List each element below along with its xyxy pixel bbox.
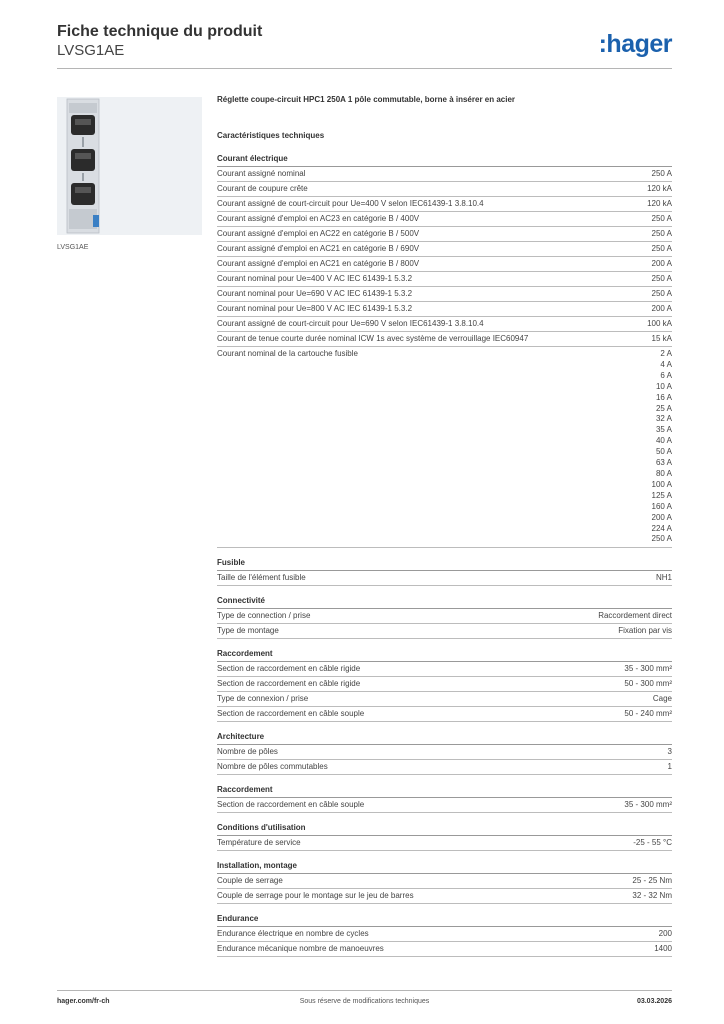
- spec-label: Endurance électrique en nombre de cycles: [217, 929, 369, 939]
- spec-label: Courant assigné d'emploi en AC21 en catégorie B / 690V: [217, 244, 420, 253]
- spec-value: 250 A: [651, 244, 672, 253]
- spec-label: Nombre de pôles: [217, 747, 278, 757]
- spec-label: Courant nominal de la cartouche fusible: [217, 349, 358, 358]
- spec-label: Température de service: [217, 838, 301, 848]
- spec-row: [217, 332, 672, 347]
- spec-value-item: 35 A: [655, 425, 672, 435]
- spec-value: 1: [667, 762, 672, 772]
- spec-row: [217, 927, 672, 942]
- spec-value: 25 - 25 Nm: [632, 876, 672, 886]
- spec-value-item: 32 A: [655, 414, 672, 424]
- section-title: Endurance: [217, 914, 672, 927]
- spec-label: Type de connexion / prise: [217, 694, 309, 704]
- spec-value: 35 - 300 mm²: [624, 800, 672, 810]
- spec-value-item: 250 A: [651, 534, 672, 544]
- spec-section: [217, 785, 672, 813]
- spec-value: 200 A: [651, 304, 672, 313]
- spec-label: Couple de serrage: [217, 876, 283, 886]
- spec-value-item: 80 A: [655, 468, 672, 478]
- spec-label: Courant assigné d'emploi en AC22 en catégorie B / 500V: [217, 229, 420, 238]
- spec-value-item: 160 A: [651, 501, 672, 511]
- page-header: [57, 22, 262, 60]
- section-title: Courant électrique: [217, 154, 672, 167]
- spec-label: Courant nominal pour Ue=400 V AC IEC 61439-1 5.3.2: [217, 274, 413, 283]
- spec-row: [217, 942, 672, 957]
- spec-section: [217, 154, 672, 548]
- spec-label: Nombre de pôles commutables: [217, 762, 328, 772]
- spec-row: [217, 571, 672, 586]
- hager-logo: :hager: [598, 30, 672, 58]
- spec-label: Section de raccordement en câble souple: [217, 709, 365, 719]
- spec-label: Courant assigné de court-circuit pour Ue=400 V selon IEC61439-1 3.8.10.4: [217, 199, 484, 208]
- spec-value: 200: [658, 929, 672, 939]
- section-title: Fusible: [217, 558, 672, 571]
- spec-row: [217, 347, 672, 548]
- spec-label: Courant de coupure crête: [217, 184, 308, 193]
- header-divider: [57, 68, 672, 69]
- spec-sections: [217, 154, 672, 957]
- section-title: Raccordement: [217, 785, 672, 798]
- spec-row: [217, 302, 672, 317]
- spec-value: Fixation par vis: [618, 626, 672, 636]
- spec-row: [217, 609, 672, 624]
- fuse-switch-illustration: [57, 97, 202, 235]
- spec-label: Section de raccordement en câble rigide: [217, 679, 361, 689]
- spec-value: NH1: [655, 573, 672, 583]
- spec-value-item: 200 A: [651, 512, 672, 522]
- spec-row: [217, 227, 672, 242]
- product-image-caption: LVSG1AE: [57, 244, 89, 251]
- spec-value-item: 50 A: [655, 447, 672, 457]
- spec-row: [217, 257, 672, 272]
- spec-row: [217, 745, 672, 760]
- spec-value: 200 A: [651, 259, 672, 268]
- spec-label: Couple de serrage pour le montage sur le jeu de barres: [217, 891, 414, 901]
- spec-value: 3: [667, 747, 672, 757]
- spec-row: [217, 798, 672, 813]
- spec-label: Courant assigné nominal: [217, 169, 306, 178]
- spec-value: 50 - 240 mm²: [624, 709, 672, 719]
- footer-divider: [57, 990, 672, 991]
- spec-row: [217, 182, 672, 197]
- spec-row: [217, 874, 672, 889]
- spec-value-item: 100 A: [651, 479, 672, 489]
- spec-row: [217, 836, 672, 851]
- spec-value-item: 2 A: [660, 349, 672, 358]
- spec-section: [217, 823, 672, 851]
- spec-value: 250 A: [651, 229, 672, 238]
- spec-label: Courant nominal pour Ue=800 V AC IEC 61439-1 5.3.2: [217, 304, 413, 313]
- spec-label: Type de montage: [217, 626, 279, 636]
- spec-row: [217, 662, 672, 677]
- section-title: Raccordement: [217, 649, 672, 662]
- spec-value: 50 - 300 mm²: [624, 679, 672, 689]
- spec-label: Section de raccordement en câble souple: [217, 800, 365, 810]
- spec-label: Type de connection / prise: [217, 611, 311, 621]
- spec-value-item: 25 A: [655, 403, 672, 413]
- spec-label: Courant nominal pour Ue=690 V AC IEC 61439-1 5.3.2: [217, 289, 413, 298]
- spec-value: -25 - 55 °C: [633, 838, 672, 848]
- footer-website[interactable]: hager.com/fr-ch: [57, 998, 110, 1005]
- spec-value-item: 40 A: [655, 436, 672, 446]
- spec-row: [217, 197, 672, 212]
- section-title: Connectivité: [217, 596, 672, 609]
- spec-value: [652, 349, 672, 545]
- spec-label: Section de raccordement en câble rigide: [217, 664, 361, 674]
- product-content: [217, 95, 672, 967]
- product-description: Réglette coupe-circuit HPC1 250A 1 pôle commutable, borne à insérer en acier: [217, 95, 516, 104]
- spec-value: 250 A: [651, 214, 672, 223]
- spec-label: Taille de l'élément fusible: [217, 573, 306, 583]
- spec-value: 250 A: [651, 169, 672, 178]
- spec-row: [217, 707, 672, 722]
- spec-value: Raccordement direct: [598, 611, 672, 621]
- spec-row: [217, 272, 672, 287]
- spec-value-item: 4 A: [660, 359, 672, 369]
- product-image: [57, 97, 202, 235]
- spec-row: [217, 212, 672, 227]
- section-title: Architecture: [217, 732, 672, 745]
- spec-row: [217, 287, 672, 302]
- spec-value: 32 - 32 Nm: [632, 891, 672, 901]
- spec-row: [217, 677, 672, 692]
- spec-label: Courant assigné de court-circuit pour Ue=690 V selon IEC61439-1 3.8.10.4: [217, 319, 484, 328]
- spec-value-item: 16 A: [655, 392, 672, 402]
- spec-value-item: 10 A: [655, 381, 672, 391]
- spec-value: 250 A: [651, 289, 672, 298]
- spec-value: 120 kA: [647, 199, 672, 208]
- product-reference: LVSG1AE: [57, 42, 125, 59]
- spec-section: [217, 596, 672, 639]
- spec-value: 250 A: [651, 274, 672, 283]
- spec-label: Courant assigné d'emploi en AC21 en catégorie B / 800V: [217, 259, 420, 268]
- footer-notice: Sous réserve de modifications techniques: [299, 998, 430, 1005]
- spec-row: [217, 624, 672, 639]
- spec-value: 120 kA: [647, 184, 672, 193]
- spec-row: [217, 167, 672, 182]
- spec-section: [217, 914, 672, 957]
- footer-date: 03.03.2026: [636, 998, 672, 1005]
- section-title: Conditions d'utilisation: [217, 823, 672, 836]
- spec-value: 100 kA: [647, 319, 672, 328]
- spec-label: Courant assigné d'emploi en AC23 en catégorie B / 400V: [217, 214, 420, 223]
- spec-section: [217, 649, 672, 722]
- spec-row: [217, 760, 672, 775]
- spec-section: [217, 732, 672, 775]
- spec-section: [217, 558, 672, 586]
- page-title: Fiche technique du produit: [57, 23, 263, 40]
- spec-label: Courant de tenue courte durée nominal ICW 1s avec système de verrouillage IEC60947: [217, 334, 529, 343]
- spec-value-item: 6 A: [660, 370, 672, 380]
- specs-heading: Caractéristiques techniques: [217, 131, 325, 140]
- spec-row: [217, 692, 672, 707]
- spec-row: [217, 317, 672, 332]
- spec-value: 15 kA: [651, 334, 672, 343]
- spec-value-item: 125 A: [651, 490, 672, 500]
- spec-value: 35 - 300 mm²: [624, 664, 672, 674]
- spec-row: [217, 242, 672, 257]
- spec-value-item: 224 A: [651, 523, 672, 533]
- spec-value-item: 63 A: [655, 458, 672, 468]
- spec-value: 1400: [654, 944, 672, 954]
- section-title: Installation, montage: [217, 861, 672, 874]
- spec-row: [217, 889, 672, 904]
- spec-value: Cage: [652, 694, 672, 704]
- spec-label: Endurance mécanique nombre de manoeuvres: [217, 944, 384, 954]
- spec-section: [217, 861, 672, 904]
